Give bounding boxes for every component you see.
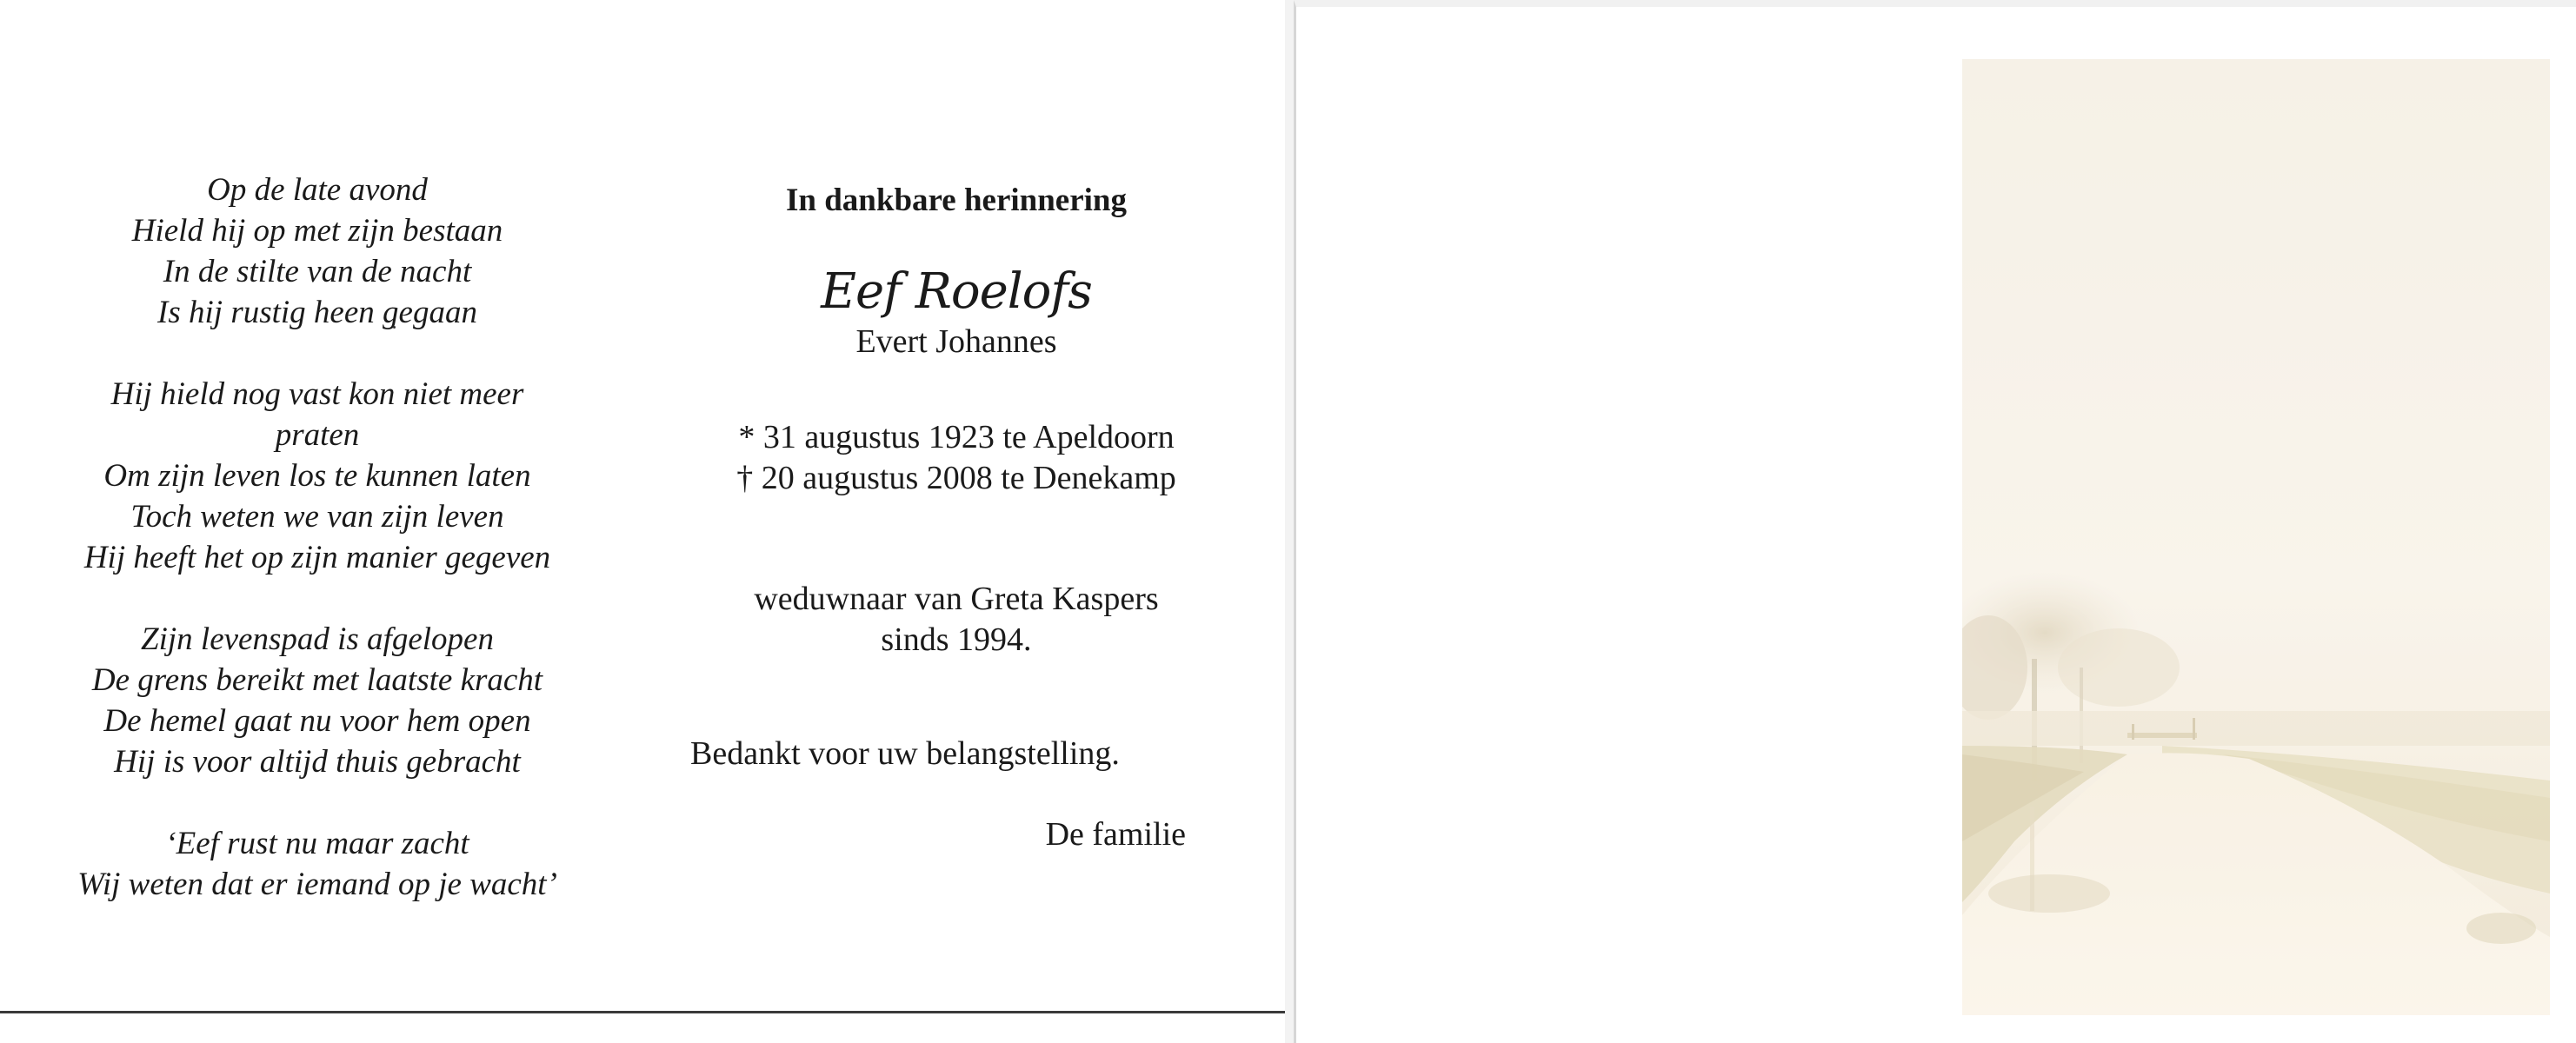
death-date: † 20 augustus 2008 te Denekamp <box>736 460 1176 496</box>
poem-line: Zijn levenspad is afgelopen <box>141 621 494 657</box>
scan-gap <box>1285 0 1294 1043</box>
poem-stanza-3 <box>35 619 600 782</box>
misty-canal-photo <box>1962 59 2550 1015</box>
inner-card-left-page <box>0 0 1287 1013</box>
poem <box>35 169 600 905</box>
life-dates <box>678 417 1235 499</box>
poem-line: praten <box>275 417 360 453</box>
deceased-full-name: Evert Johannes <box>855 323 1057 360</box>
poem-line: Hij heeft het op zijn manier gegeven <box>83 540 551 575</box>
poem-line: Om zijn leven los te kunnen laten <box>103 458 531 494</box>
poem-line: Hij is voor altijd thuis gebracht <box>114 744 521 780</box>
poem-line: Toch weten we van zijn leven <box>130 499 504 535</box>
poem-line: De grens bereikt met laatste kracht <box>91 662 543 698</box>
poem-stanza-4 <box>35 823 600 905</box>
memorial-heading: In dankbare herinnering <box>785 183 1128 218</box>
poem-line: Hield hij op met zijn bestaan <box>131 213 503 249</box>
birth-date: * 31 augustus 1923 te Apeldoorn <box>738 419 1175 455</box>
deceased-name: Eef Roelofs <box>821 263 1092 320</box>
poem-line: Hij hield nog vast kon niet meer <box>110 376 524 412</box>
widower-line-1: weduwnaar van Greta Kaspers <box>754 581 1159 617</box>
poem-line: ‘Eef rust nu maar zacht <box>165 826 469 861</box>
poem-stanza-1 <box>35 169 600 333</box>
poem-line: De hemel gaat nu voor hem open <box>103 703 531 739</box>
landscape-image <box>1962 59 2550 1015</box>
poem-line: In de stilte van de nacht <box>163 254 472 289</box>
card-bottom-margin <box>0 1013 1285 1043</box>
widower-line-2: sinds 1994. <box>881 621 1032 658</box>
memorial-details <box>678 174 1235 855</box>
family-signature: De familie <box>1045 816 1186 853</box>
poem-stanza-2 <box>35 374 600 578</box>
widower-note <box>678 579 1235 661</box>
thanks-note: Bedankt voor uw belangstelling. <box>690 735 1120 772</box>
poem-line: Is hij rustig heen gegaan <box>157 295 477 330</box>
poem-line: Op de late avond <box>207 172 428 208</box>
poem-line: Wij weten dat er iemand op je wacht’ <box>77 867 557 902</box>
